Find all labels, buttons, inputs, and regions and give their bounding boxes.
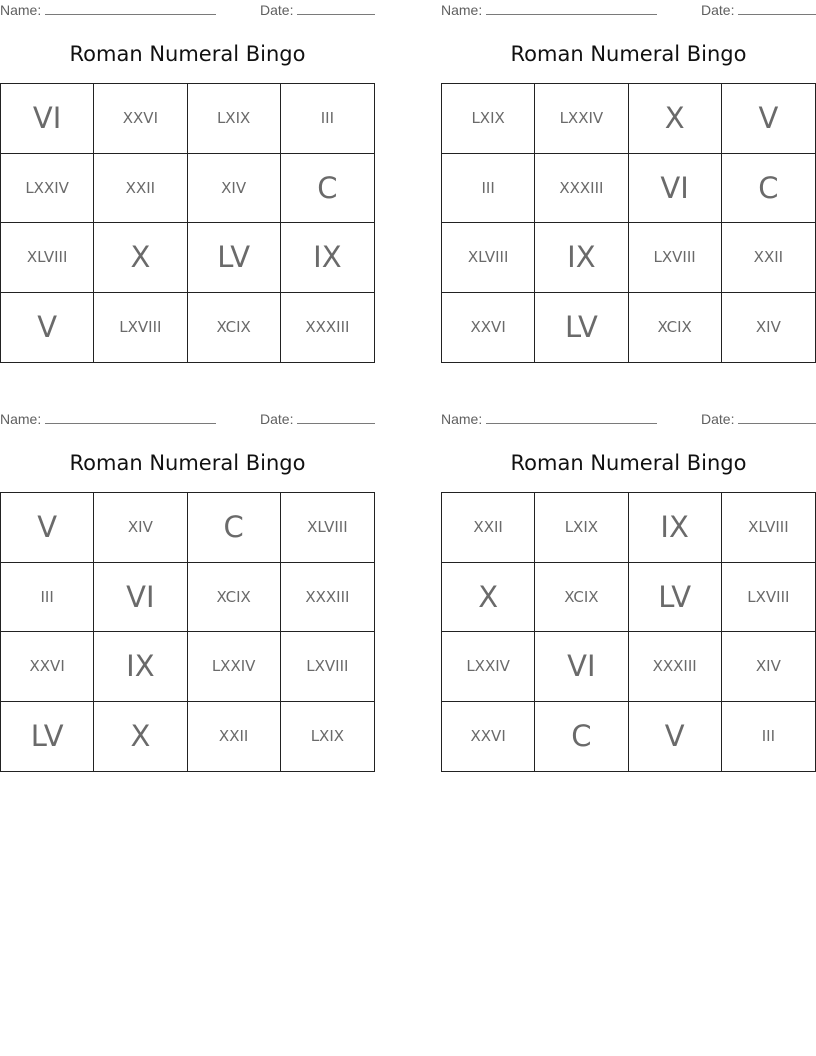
bingo-cell: C — [535, 702, 628, 772]
bingo-grid — [0, 83, 375, 363]
name-line — [45, 2, 216, 15]
bingo-cell: XCIX — [629, 293, 722, 363]
bingo-cell: III — [442, 154, 535, 224]
bingo-cell: LV — [1, 702, 94, 772]
bingo-cell: LXXIV — [442, 632, 535, 702]
bingo-cell: LXIX — [188, 84, 281, 154]
bingo-cell: C — [722, 154, 815, 224]
bingo-cell: III — [761, 727, 776, 746]
name-label: Name: — [441, 411, 483, 427]
bingo-cell: XXII — [94, 154, 187, 224]
name-label: Name: — [441, 2, 483, 18]
bingo-cell: C — [188, 493, 281, 563]
date-label: Date: — [260, 2, 294, 18]
bingo-cell: LV — [535, 293, 628, 363]
bingo-card-4 — [441, 409, 816, 774]
card-header — [0, 411, 375, 429]
name-line — [45, 411, 216, 424]
date-line — [297, 2, 375, 15]
bingo-cell: XXII — [188, 702, 281, 772]
bingo-cell: VI — [535, 632, 628, 702]
bingo-cell: LV — [188, 223, 281, 293]
bingo-cell: LXIX — [535, 493, 628, 563]
bingo-cell: LXXIV — [188, 632, 281, 702]
bingo-grid — [441, 492, 816, 772]
card-title: Roman Numeral Bingo — [69, 42, 306, 66]
bingo-cell: LXXIV — [1, 154, 94, 224]
date-label: Date: — [260, 411, 294, 427]
card-header — [441, 411, 816, 429]
date-line — [297, 411, 375, 424]
bingo-grid — [0, 492, 375, 772]
bingo-card-3 — [0, 409, 375, 774]
bingo-cell: IX — [281, 223, 374, 293]
name-line — [486, 411, 657, 424]
date-line — [738, 2, 816, 15]
bingo-cell: V — [722, 84, 815, 154]
bingo-cell: V — [1, 293, 94, 363]
bingo-cell: LXIX — [442, 84, 535, 154]
bingo-cell: LXVIII — [722, 563, 815, 633]
bingo-card-2 — [441, 0, 816, 365]
name-field[interactable] — [0, 411, 216, 427]
bingo-cell: XLVIII — [281, 493, 374, 563]
bingo-cell: XXII — [722, 223, 815, 293]
bingo-cell: XXVI — [442, 293, 535, 363]
name-label: Name: — [0, 2, 42, 18]
bingo-cell: X — [629, 84, 722, 154]
bingo-cell: XIV — [188, 154, 281, 224]
name-field[interactable] — [441, 2, 657, 18]
date-field[interactable] — [260, 2, 375, 18]
bingo-cell: XLVIII — [722, 493, 815, 563]
bingo-cell: XCIX — [188, 293, 281, 363]
bingo-cell: VI — [629, 154, 722, 224]
bingo-cell: III — [1, 563, 94, 633]
bingo-cell: XIV — [755, 318, 781, 337]
bingo-cell: VI — [1, 84, 94, 154]
bingo-cell: C — [281, 154, 374, 224]
bingo-cell: XIV — [94, 493, 187, 563]
bingo-grid — [441, 83, 816, 363]
bingo-cell: XLVIII — [442, 223, 535, 293]
name-field[interactable] — [441, 411, 657, 427]
bingo-cell: LXVIII — [94, 293, 187, 363]
bingo-cell: XXXIII — [535, 154, 628, 224]
card-title: Roman Numeral Bingo — [510, 42, 747, 66]
bingo-cell: LXIX — [310, 727, 345, 746]
bingo-cell: XCIX — [188, 563, 281, 633]
name-label: Name: — [0, 411, 42, 427]
card-title: Roman Numeral Bingo — [69, 451, 306, 475]
name-line — [486, 2, 657, 15]
bingo-cell: LXVIII — [281, 632, 374, 702]
bingo-cell: IX — [535, 223, 628, 293]
date-label: Date: — [701, 2, 735, 18]
card-title: Roman Numeral Bingo — [510, 451, 747, 475]
bingo-cell: XIV — [722, 632, 815, 702]
bingo-cell: XCIX — [535, 563, 628, 633]
bingo-cell: XLVIII — [1, 223, 94, 293]
name-field[interactable] — [0, 2, 216, 18]
date-line — [738, 411, 816, 424]
bingo-cell: X — [94, 702, 187, 772]
bingo-cell: LXXIV — [535, 84, 628, 154]
bingo-cell: XXII — [442, 493, 535, 563]
bingo-cell: VI — [94, 563, 187, 633]
bingo-cell: V — [1, 493, 94, 563]
bingo-cell: XXXIII — [305, 318, 350, 337]
bingo-cell: XXVI — [94, 84, 187, 154]
date-field[interactable] — [701, 2, 816, 18]
bingo-cell: XXXIII — [281, 563, 374, 633]
bingo-cell: X — [442, 563, 535, 633]
bingo-cell: XXXIII — [629, 632, 722, 702]
card-header — [0, 2, 375, 20]
bingo-cell: V — [629, 702, 722, 772]
date-label: Date: — [701, 411, 735, 427]
bingo-cell: XXVI — [1, 632, 94, 702]
bingo-cell: LV — [629, 563, 722, 633]
date-field[interactable] — [260, 411, 375, 427]
bingo-card-1 — [0, 0, 375, 365]
bingo-cell: LXVIII — [629, 223, 722, 293]
bingo-cell: X — [94, 223, 187, 293]
bingo-cell: III — [281, 84, 374, 154]
bingo-cell: IX — [94, 632, 187, 702]
card-header — [441, 2, 816, 20]
bingo-cell: XXVI — [442, 702, 535, 772]
date-field[interactable] — [701, 411, 816, 427]
bingo-cell: IX — [629, 493, 722, 563]
